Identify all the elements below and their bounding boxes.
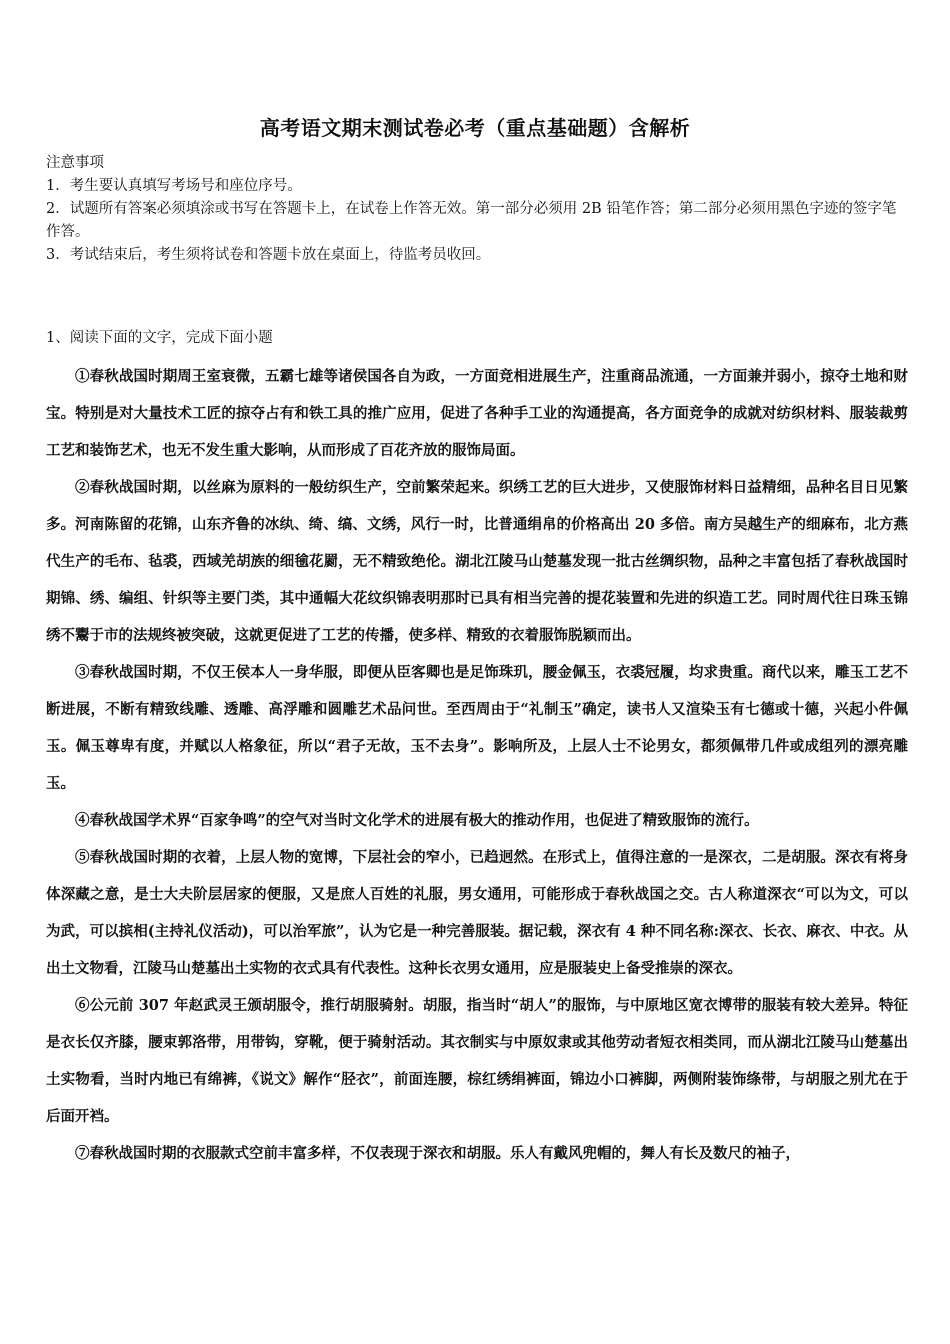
passage-paragraph-2: ②春秋战国时期，以丝麻为原料的一般纺织生产，空前繁荣起来。织绣工艺的巨大进步，又使服饰材料日益精细，品种名目日见繁多。河南陈留的花锦，山东齐鲁的冰纨、绮、缟、文绣，风行一时，比普通绢帛的价格高出 20 多倍。南方吴越生产的细麻布，北方燕代生产的毛布、毡裘，西域羌胡族的细毺花罽，无不精致绝伦。湖北江陵马山楚墓发现一批古丝绸织物，品种之丰富包括了春秋战国时期锦、绣、编组、针织等主要门类，其中通幅大花纹织锦表明那时已具有相当完善的提花装置和先进的织造工艺。同时周代往日珠玉锦绣不鬻于市的法规终被突破，这就更促进了工艺的传播，使多样、精致的衣着服饰脱颖而出。 bbox=[46, 479, 908, 644]
passage-paragraph-1: ①春秋战国时期周王室衰微，五霸七雄等诸侯国各自为政，一方面竞相进展生产，注重商品流通，一方面兼并弱小，掠夺土地和财宝。特别是对大量技术工匠的掠夺占有和铁工具的推广应用，促进了各种手工业的沟通提高，各方面竞争的成就对纺织材料、服装裁剪工艺和装饰艺术，也无不发生重大影响，从而形成了百花齐放的服饰局面。 bbox=[46, 368, 908, 459]
passage-paragraph-7: ⑦春秋战国时期的衣服款式空前丰富多样，不仅表现于深衣和胡服。乐人有戴风兜帽的，舞人有长及数尺的袖子， bbox=[75, 1145, 800, 1162]
notice-heading: 注意事项 bbox=[46, 155, 104, 171]
passage-paragraph-3: ③春秋战国时期，不仅王侯本人一身华服，即便从臣客卿也是足饰珠玑，腰金佩玉，衣裘冠履，均求贵重。商代以来，雕玉工艺不断进展，不断有精致线雕、透雕、高浮雕和圆雕艺术品问世。至西周由于“礼制玉”确定，读书人又渲染玉有七德或十德，兴起小件佩玉。佩玉尊卑有度，并赋以人格象征，所以“君子无故，玉不去身”。影响所及，上层人士不论男女，都须佩带几件或成组列的漂亮雕玉。 bbox=[46, 664, 908, 792]
page-title: 高考语文期末测试卷必考（重点基础题）含解析 bbox=[259, 116, 691, 140]
notice-item-2: 2．试题所有答案必须填涂或书写在答题卡上，在试卷上作答无效。第一部分必须用 2B 铅笔作答；第二部分必须用黑色字迹的签字笔作答。 bbox=[46, 201, 897, 240]
reading-passage bbox=[46, 358, 908, 1172]
passage-paragraph-6: ⑥公元前 307 年赵武灵王颁胡服令，推行胡服骑射。胡服，指当时“胡人”的服饰，与中原地区宽衣博带的服装有较大差异。特征是衣长仅齐膝，腰束郭洛带，用带钩，穿靴，便于骑射活动。其衣制实与中原奴隶或其他劳动者短衣相类同，而从湖北江陵马山楚墓出土实物看，当时内地已有绵裤，《说文》解作“胫衣”，前面连腰，棕红绣绢裤面，锦边小口裤脚，两侧附装饰绦带，与胡服之别尤在于后面开裆。 bbox=[46, 997, 908, 1125]
notice-item-3: 3．考试结束后，考生须将试卷和答题卡放在桌面上，待监考员收回。 bbox=[46, 247, 491, 263]
passage-paragraph-4: ④春秋战国学术界“百家争鸣”的空气对当时文化学术的进展有极大的推动作用，也促进了精致服饰的流行。 bbox=[75, 812, 759, 829]
notice-section bbox=[46, 152, 906, 267]
passage-paragraph-5: ⑤春秋战国时期的衣着，上层人物的宽博，下层社会的窄小，已趋迥然。在形式上，值得注意的一是深衣，二是胡服。深衣有将身体深藏之意，是士大夫阶层居家的便服，又是庶人百姓的礼服，男女通用，可能形成于春秋战国之交。古人称道深衣“可以为文，可以为武，可以摈相(主持礼仪活动)，可以治军旅”，认为它是一种完善服装。据记载，深衣有 4 种不同名称:深衣、长衣、麻衣、中衣。从出土文物看，江陵马山楚墓出土实物的衣式具有代表性。这种长衣男女通用，应是服装史上备受推崇的深衣。 bbox=[46, 849, 908, 977]
question-heading: 1、阅读下面的文字，完成下面小题 bbox=[46, 330, 273, 346]
notice-item-1: 1．考生要认真填写考场号和座位序号。 bbox=[46, 178, 302, 194]
